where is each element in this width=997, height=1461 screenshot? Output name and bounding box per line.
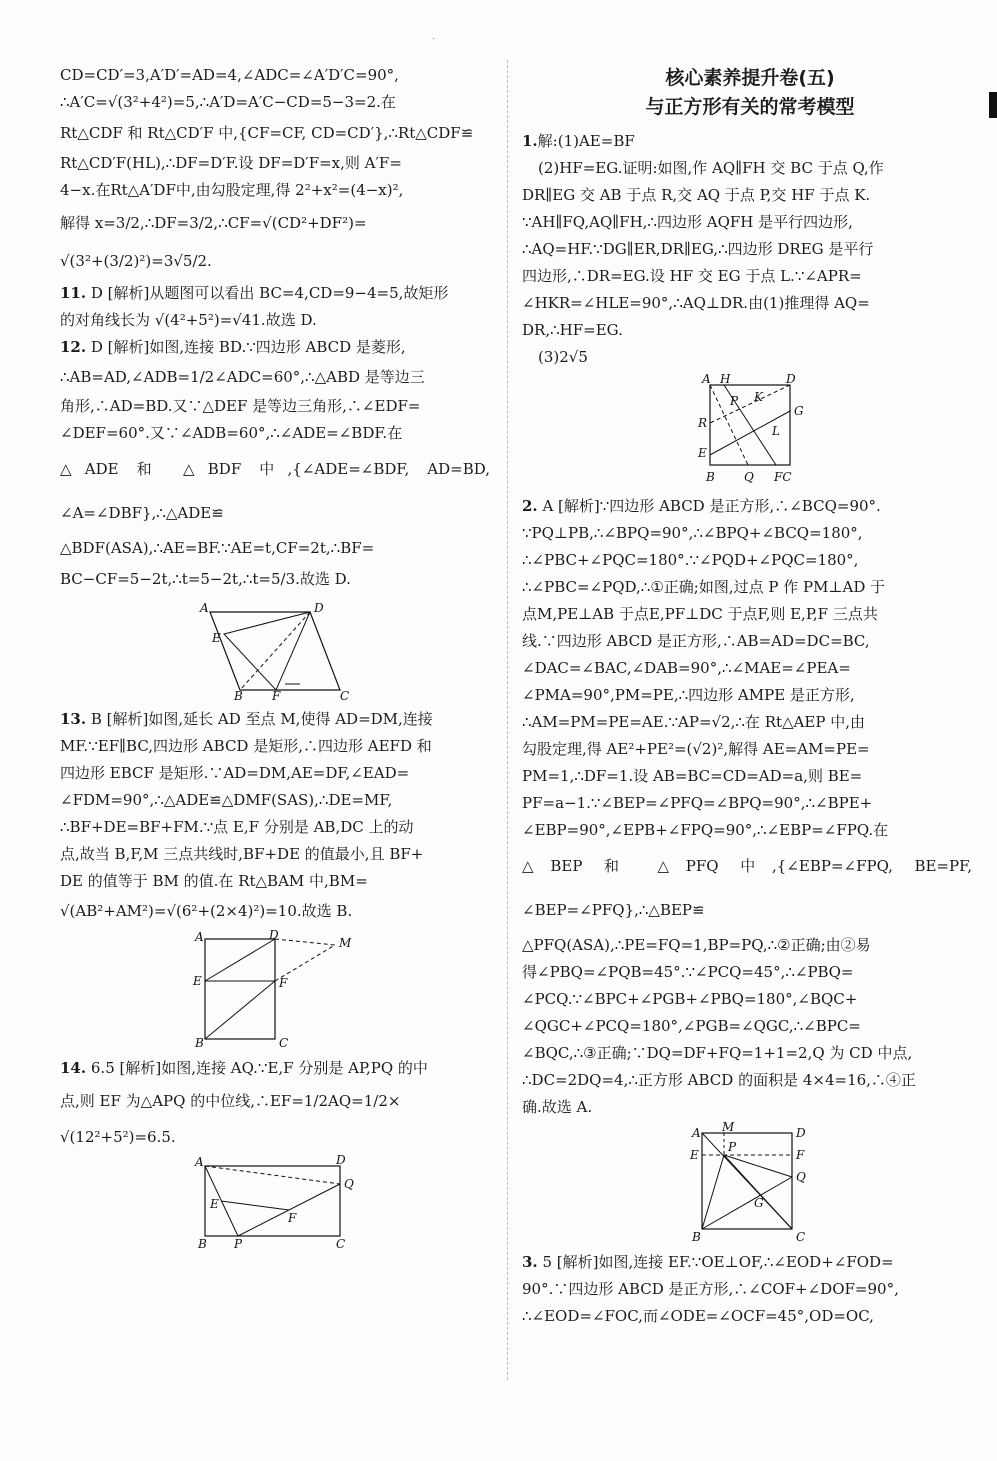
text-line: ∴BF+DE=BF+FM.∵点 E,F 分别是 AB,DC 上的动 bbox=[60, 818, 414, 836]
text-line: ∴AQ=HF.∵DG∥ER,DR∥EG,∴四边形 DREG 是平行 bbox=[522, 240, 874, 258]
text-line: ∴A′C=√(3²+4²)=5,∴A′D=A′C−CD=5−3=2.在 bbox=[60, 93, 396, 111]
text-line: 点,则 EF 为△APQ 的中位线,∴EF=1/2AQ=1/2× bbox=[60, 1092, 401, 1110]
label-h: H bbox=[720, 372, 731, 386]
label-e: E bbox=[690, 1148, 699, 1162]
label-c: C bbox=[336, 1237, 346, 1251]
text-line: ∠QGC+∠PCQ=180°,∠PGB=∠QGC,∴∠BPC= bbox=[522, 1017, 861, 1035]
text-line: 4−x.在Rt△A′DF中,由勾股定理,得 2²+x²=(4−x)², bbox=[60, 181, 404, 199]
scan-dot: · bbox=[432, 34, 436, 45]
text-line: BC−CF=5−2t,∴t=5−2t,∴t=5/3.故选 D. bbox=[60, 570, 351, 588]
text-line: Rt△CDF 和 Rt△CD′F 中,{CF=CF, CD=CD′},∴Rt△CDF≌ bbox=[60, 124, 474, 142]
text-line: ∠EBP=90°,∠EPB+∠FPQ=90°,∴∠EBP=∠FPQ.在 bbox=[522, 821, 889, 839]
triangle-def bbox=[224, 612, 310, 690]
label-p: P bbox=[730, 394, 739, 408]
label-g: G bbox=[754, 1196, 764, 1210]
label-f: F bbox=[796, 1148, 805, 1162]
label-e: E bbox=[193, 974, 202, 988]
label-b: B bbox=[195, 1036, 204, 1050]
segment-aq bbox=[710, 385, 748, 465]
right-column bbox=[522, 128, 972, 1330]
text-line: D [解析]如图,连接 BD.∵四边形 ABCD 是菱形, bbox=[90, 338, 406, 356]
text-line: Rt△CD′F(HL),∴DF=D′F.设 DF=D′F=x,则 A′F= bbox=[60, 154, 402, 172]
label-f: F bbox=[279, 976, 288, 990]
text-line: D [解析]从题图可以看出 BC=4,CD=9−4=5,故矩形 bbox=[90, 284, 449, 302]
question-13 bbox=[60, 706, 490, 733]
label-fc: FC bbox=[774, 470, 792, 484]
label-c: C bbox=[340, 689, 350, 703]
text-line: 6.5 [解析]如图,连接 AQ.∵E,F 分别是 AP,PQ 的中 bbox=[90, 1059, 428, 1077]
text-line: 四边形,∴DR=EG.设 HF 交 EG 于点 L.∵∠APR= bbox=[522, 267, 862, 285]
label-d: D bbox=[314, 601, 324, 615]
left-column bbox=[60, 62, 490, 1256]
label-p: P bbox=[728, 1140, 737, 1154]
text-line: 90°.∵四边形 ABCD 是正方形,∴∠COF+∠DOF=90°, bbox=[522, 1280, 899, 1298]
text-line: (2)HF=EG.证明:如图,作 AQ∥FH 交 BC 于点 Q,作 bbox=[538, 159, 884, 177]
text-line: ∠FDM=90°,∴△ADE≌△DMF(SAS),∴DE=MF, bbox=[60, 791, 393, 809]
text-line: 5 [解析]如图,连接 EF.∵OE⊥OF,∴∠EOD+∠FOD= bbox=[542, 1253, 894, 1271]
label-a: A bbox=[692, 1126, 701, 1140]
text-line: 线.∵四边形 ABCD 是正方形,∴AB=AD=DC=BC, bbox=[522, 632, 870, 650]
text-line: 解得 x=3/2,∴DF=3/2,∴CF=√(CD²+DF²)= bbox=[60, 214, 367, 232]
label-e: E bbox=[698, 446, 707, 460]
text-line: ∴∠PBC=∠PQD,∴①正确;如图,过点 P 作 PM⊥AD 于 bbox=[522, 578, 886, 596]
page-subtitle: 与正方形有关的常考模型 bbox=[645, 96, 855, 118]
text-line: DR∥EG 交 AB 于点 R,交 AQ 于点 P,交 HF 于点 K. bbox=[522, 186, 871, 204]
text-line: △BEP 和 △PFQ 中,{∠EBP=∠FPQ, BE=PF, ∠BEP=∠PFQ},∴△BEP≌ bbox=[522, 857, 972, 919]
text-line: ∠PMA=90°,PM=PE,∴四边形 AMPE 是正方形, bbox=[522, 686, 855, 704]
question-number: 1. bbox=[522, 132, 538, 150]
text-line: 点M,PE⊥AB 于点E,PF⊥DC 于点F,则 E,P,F 三点共 bbox=[522, 605, 878, 623]
text-line: 得∠PBQ=∠PQB=45°.∵∠PCQ=45°,∴∠PBQ= bbox=[522, 963, 854, 981]
segment-dm bbox=[275, 939, 335, 945]
text-line: PM=1,∴DF=1.设 AB=BC=CD=AD=a,则 BE= bbox=[522, 767, 863, 785]
label-d: D bbox=[336, 1153, 346, 1167]
label-a: A bbox=[702, 372, 711, 386]
label-e: E bbox=[212, 631, 221, 645]
question-number: 11. bbox=[60, 284, 87, 302]
question-3 bbox=[522, 1249, 972, 1276]
question-14 bbox=[60, 1055, 490, 1082]
text-line: ∵AH∥FQ,AQ∥FH,∴四边形 AQFH 是平行四边形, bbox=[522, 213, 853, 231]
text-line: ∠DAC=∠BAC,∠DAB=90°,∴∠MAE=∠PEA= bbox=[522, 659, 851, 677]
label-f: F bbox=[288, 1211, 297, 1225]
label-c: C bbox=[796, 1230, 806, 1244]
text-line: 的对角线长为 √(4²+5²)=√41.故选 D. bbox=[60, 311, 317, 329]
label-b: B bbox=[706, 470, 715, 484]
text-line: √(AB²+AM²)=√(6²+(2×4)²)=10.故选 B. bbox=[60, 902, 353, 920]
label-a: A bbox=[200, 601, 209, 615]
label-d: D bbox=[796, 1126, 806, 1140]
text-line: ∴∠PBC+∠PQC=180°.∵∠PQD+∠PQC=180°, bbox=[522, 551, 859, 569]
label-q: Q bbox=[744, 470, 754, 484]
rectangle-abcd bbox=[205, 939, 275, 1039]
question-number: 3. bbox=[522, 1253, 538, 1271]
question-11 bbox=[60, 280, 490, 307]
label-a: A bbox=[195, 930, 204, 944]
label-b: B bbox=[198, 1237, 207, 1251]
rectangle-abcd bbox=[205, 1166, 340, 1236]
figure-square-1 bbox=[692, 372, 804, 487]
label-d: D bbox=[786, 372, 796, 386]
section-header bbox=[560, 64, 940, 122]
page-title: 核心素养提升卷(五) bbox=[665, 67, 835, 89]
label-f: F bbox=[272, 689, 281, 703]
text-line: △PFQ(ASA),∴PE=FQ=1,BP=PQ,∴②正确;由②易 bbox=[522, 936, 871, 954]
label-m: M bbox=[339, 936, 352, 950]
text-line: ∴∠EOD=∠FOC,而∠ODE=∠OCF=45°,OD=OC, bbox=[522, 1307, 874, 1325]
question-12 bbox=[60, 334, 490, 361]
figure-square-2 bbox=[682, 1120, 812, 1244]
text-line: MF.∵EF∥BC,四边形 ABCD 是矩形,∴四边形 AEFD 和 bbox=[60, 737, 432, 755]
figure-rhombus bbox=[190, 600, 360, 703]
text-line: △BDF(ASA),∴AE=BF.∵AE=t,CF=2t,∴BF= bbox=[60, 539, 375, 557]
text-line: DE 的值等于 BM 的值.在 Rt△BAM 中,BM= bbox=[60, 872, 368, 890]
text-line: A [解析]∵四边形 ABCD 是正方形,∴∠BCQ=90°. bbox=[542, 497, 881, 515]
label-d: D bbox=[269, 928, 279, 942]
text-line: 角形,∴AD=BD.又∵△DEF 是等边三角形,∴∠EDF= bbox=[60, 397, 421, 415]
label-q: Q bbox=[344, 1177, 354, 1191]
segment-ed bbox=[205, 939, 275, 981]
label-e: E bbox=[210, 1197, 219, 1211]
text-line: ∠HKR=∠HLE=90°,∴AQ⊥DR.由(1)推理得 AQ= bbox=[522, 294, 870, 312]
text-line: △ADE 和 △BDF 中,{∠ADE=∠BDF, AD=BD, ∠A=∠DBF},∴△ADE≌ bbox=[60, 460, 490, 522]
text-line: ∴AB=AD,∠ADB=1/2∠ADC=60°,∴△ABD 是等边三 bbox=[60, 368, 425, 386]
text-line: B [解析]如图,延长 AD 至点 M,使得 AD=DM,连接 bbox=[90, 710, 433, 728]
text-line: ∴AM=PM=PE=AE.∵AP=√2,∴在 Rt△AEP 中,由 bbox=[522, 713, 865, 731]
text-line: 四边形 EBCF 是矩形.∵AD=DM,AE=DF,∠EAD= bbox=[60, 764, 410, 782]
text-line: ∵PQ⊥PB,∴∠BPQ=90°,∴∠BPQ+∠BCQ=180°, bbox=[522, 524, 863, 542]
label-b: B bbox=[692, 1230, 701, 1244]
label-p: P bbox=[234, 1237, 243, 1251]
label-l: L bbox=[772, 424, 780, 438]
segment-bf bbox=[205, 981, 275, 1039]
text-line: √(12²+5²)=6.5. bbox=[60, 1128, 176, 1146]
label-m: M bbox=[722, 1120, 735, 1134]
question-number: 12. bbox=[60, 338, 87, 356]
text-line: 解:(1)AE=BF bbox=[537, 132, 635, 150]
text-line: (3)2√5 bbox=[538, 348, 588, 366]
segment-bd bbox=[240, 612, 310, 690]
figure-rectangle-apq bbox=[190, 1153, 360, 1251]
text-line: √(3²+(3/2)²)=3√5/2. bbox=[60, 252, 212, 270]
text-line: PF=a−1.∵∠BEP=∠PFQ=∠BPQ=90°,∴∠BPE+ bbox=[522, 794, 873, 812]
label-r: R bbox=[698, 416, 708, 430]
segment-ef bbox=[221, 1201, 289, 1210]
question-number: 14. bbox=[60, 1059, 87, 1077]
text-line: 点,故当 B,F,M 三点共线时,BF+DE 的值最小,且 BF+ bbox=[60, 845, 424, 863]
label-c: C bbox=[279, 1036, 289, 1050]
text-line: 确.故选 A. bbox=[522, 1098, 593, 1116]
question-2 bbox=[522, 493, 972, 520]
column-divider bbox=[507, 60, 508, 1380]
question-1 bbox=[522, 128, 972, 155]
edge-tab-mark bbox=[989, 92, 997, 118]
figure-rectangle-m bbox=[185, 928, 365, 1050]
text-line: CD=CD′=3,A′D′=AD=4,∠ADC=∠A′D′C=90°, bbox=[60, 66, 399, 84]
label-a: A bbox=[195, 1155, 204, 1169]
segment-aq bbox=[205, 1166, 340, 1184]
label-k: K bbox=[754, 390, 763, 404]
text-line: ∠BQC,∴③正确;∵DQ=DF+FQ=1+1=2,Q 为 CD 中点, bbox=[522, 1044, 913, 1062]
text-line: ∴DC=2DQ=4,∴正方形 ABCD 的面积是 4×4=16,∴④正 bbox=[522, 1071, 916, 1089]
text-line: ∠PCQ.∵∠BPC+∠PGB+∠PBQ=180°,∠BQC+ bbox=[522, 990, 858, 1008]
text-line: 勾股定理,得 AE²+PE²=(√2)²,解得 AE=AM=PE= bbox=[522, 740, 870, 758]
label-g: G bbox=[794, 404, 804, 418]
question-number: 13. bbox=[60, 710, 87, 728]
text-line: DR,∴HF=EG. bbox=[522, 321, 623, 339]
text-line: ∠DEF=60°.又∵∠ADB=60°,∴∠ADE=∠BDF.在 bbox=[60, 424, 403, 442]
label-q: Q bbox=[796, 1170, 806, 1184]
label-b: B bbox=[234, 689, 243, 703]
question-number: 2. bbox=[522, 497, 538, 515]
